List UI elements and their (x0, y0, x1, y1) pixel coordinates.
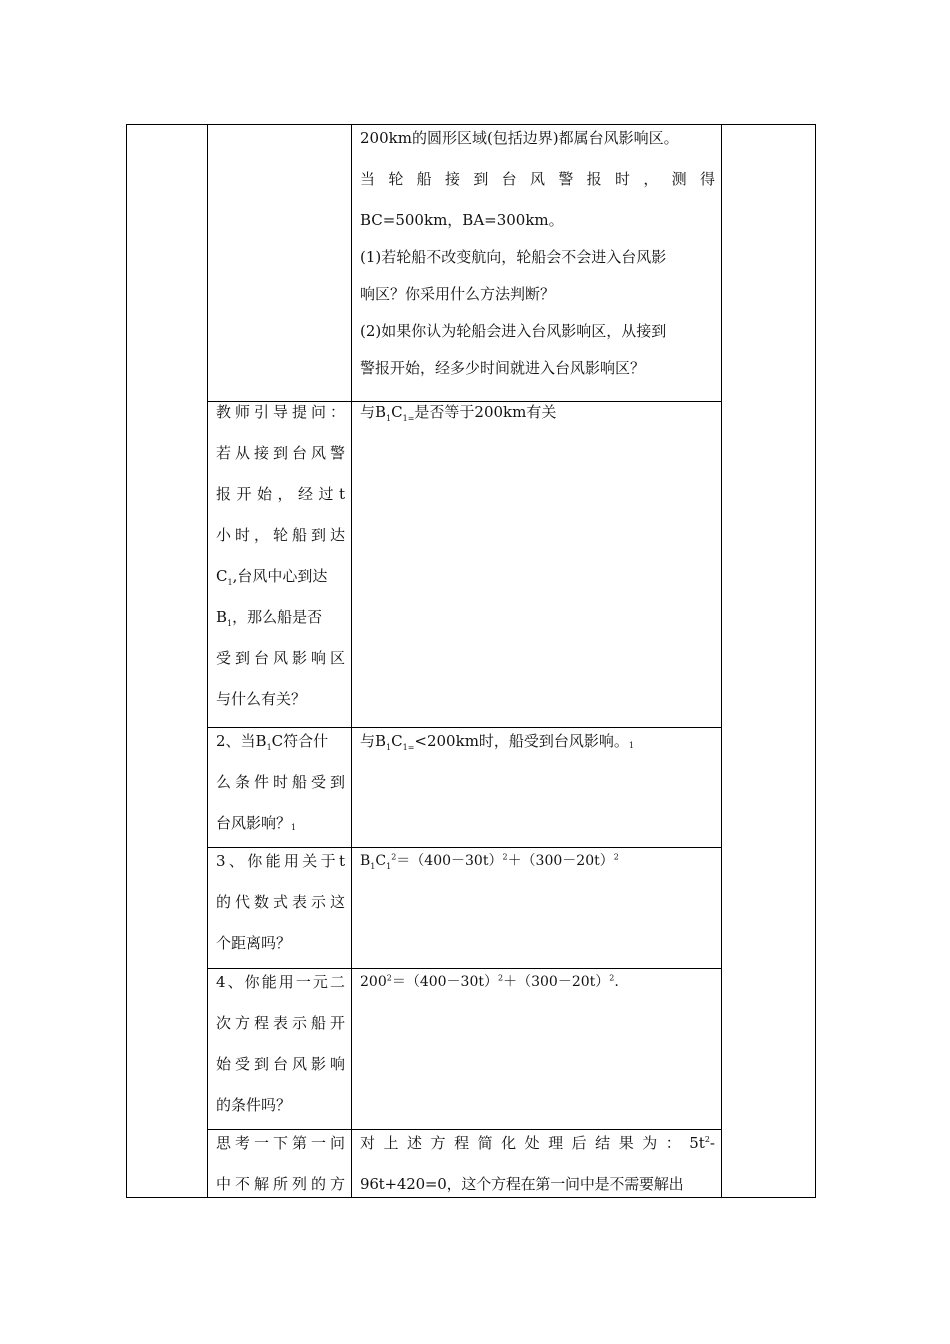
problem-line: 警报开始，经多少时间就进入台风影响区？ (360, 359, 646, 377)
answer-cell-3 (352, 848, 721, 968)
question-line: 报开始，经过t (216, 485, 345, 503)
answer-line: $B_1C_1^2=(400-30t)^2+(300-20t)^2$ (360, 852, 619, 871)
question-line: 次方程表示船开 (216, 1014, 345, 1032)
answer-cell-4 (352, 969, 721, 1129)
answer-line: 对上述方程简化处理后结果为：$5t^2-$ (360, 1134, 715, 1152)
question-line: 的条件吗？ (216, 1096, 292, 1114)
question-line: $C_1$,台风中心到达 (216, 567, 328, 587)
question-line: 与什么有关？ (216, 690, 307, 708)
question-cell-1 (208, 402, 351, 727)
column-divider (721, 125, 722, 1197)
answer-line: 96t+420=0，这个方程在第一问中是不需要解出 (360, 1175, 684, 1193)
question-cell-4 (208, 969, 351, 1129)
question-line: $B_1$，那么船是否 (216, 608, 323, 628)
answer-cell-2 (352, 728, 721, 847)
question-line: 4、你能用一元二 (216, 973, 345, 991)
question-cell-3 (208, 848, 351, 968)
question-line: 思考一下第一问 (216, 1134, 345, 1152)
problem-statement-cell (352, 125, 721, 401)
problem-line: (2)如果你认为轮船会进入台风影响区，从接到 (360, 322, 667, 340)
question-line: 若从接到台风警 (216, 444, 345, 462)
question-line: 的代数式表示这 (216, 893, 345, 911)
problem-line: BC=500km，BA=300km。 (360, 211, 564, 229)
problem-line: (1)若轮船不改变航向，轮船会不会进入台风影 (360, 248, 667, 266)
question-line: 个距离吗？ (216, 934, 292, 952)
question-line: 教师引导提问： (216, 403, 345, 421)
question-cell-5 (208, 1130, 351, 1198)
question-line: 台风影响？1 (216, 814, 297, 832)
problem-line: 当轮船接到台风警报时，测得 (360, 170, 715, 188)
answer-line: 与$B_1C_{1=}<200km$时，船受到台风影响。1 (360, 732, 635, 752)
answer-line: $200^2=(400-30t)^2+(300-20t)^2$. (360, 973, 619, 990)
answer-cell-5 (352, 1130, 721, 1198)
question-line: 3、你能用关于t (216, 852, 345, 870)
question-line: 受到台风影响区 (216, 649, 345, 667)
question-line: 中不解所列的方 (216, 1175, 345, 1193)
question-cell-2 (208, 728, 351, 847)
question-line: 始受到台风影响 (216, 1055, 345, 1073)
question-line: 小时，轮船到达 (216, 526, 345, 544)
lesson-table (126, 124, 816, 1198)
problem-line: 响区？你采用什么方法判断？ (360, 285, 556, 303)
problem-line: 200km的圆形区域(包括边界)都属台风影响区。 (360, 129, 679, 147)
answer-line: 与$B_1C_{1=}$是否等于200km有关 (360, 403, 557, 423)
question-line: 么条件时船受到 (216, 773, 345, 791)
answer-cell-1 (352, 402, 721, 727)
question-line: 2、当$B_1C$符合什 (216, 732, 329, 752)
